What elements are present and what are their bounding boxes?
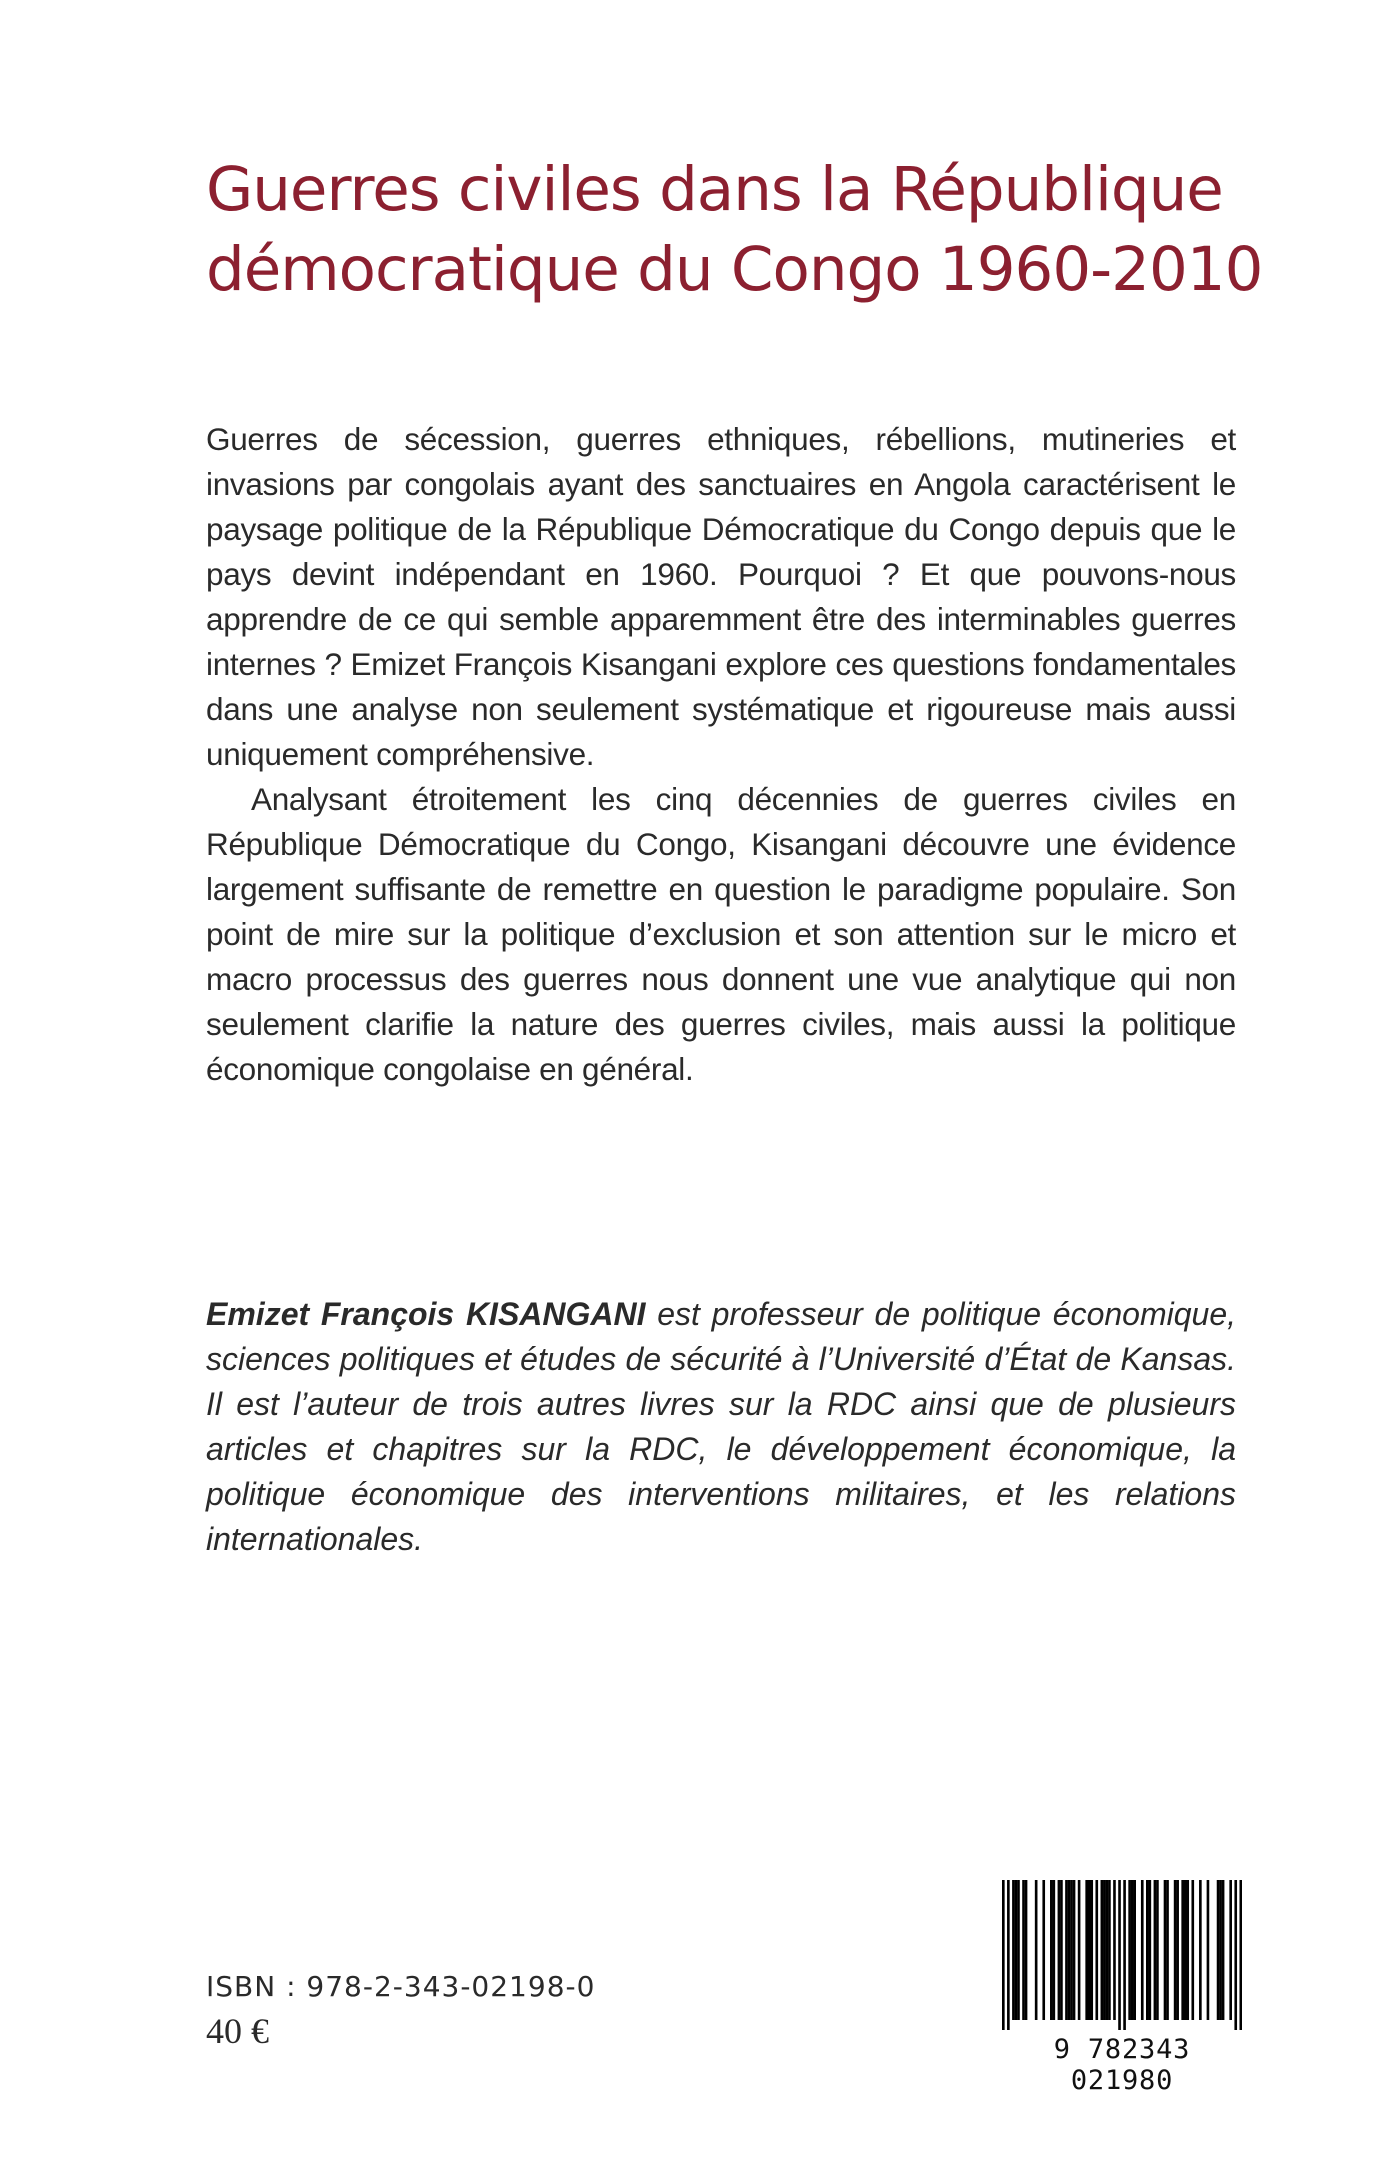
barcode-bar <box>1219 1880 1222 2020</box>
barcode-bar <box>1022 1880 1025 2020</box>
barcode-bar <box>1053 1880 1056 2020</box>
barcode-bar <box>1058 1880 1061 2020</box>
barcode-bars <box>1002 1880 1242 2030</box>
barcode-bar <box>1141 1880 1144 2020</box>
barcode-bar <box>1133 1880 1136 2020</box>
barcode-bar <box>1146 1880 1149 2020</box>
barcode-bar <box>1035 1880 1038 2020</box>
barcode-bar <box>1118 1880 1121 2030</box>
barcode-bar <box>1085 1880 1088 2020</box>
barcode-bar <box>1156 1880 1159 2020</box>
barcode-bar <box>1088 1880 1091 2020</box>
barcode-bar <box>1095 1880 1098 2020</box>
barcode-bar <box>1181 1880 1184 2020</box>
barcode-bar <box>1073 1880 1076 2020</box>
barcode-bar <box>1101 1880 1104 2020</box>
barcode-bar <box>1199 1880 1202 2020</box>
barcode-bar <box>1113 1880 1116 2020</box>
barcode-bar <box>1184 1880 1187 2020</box>
price-label: 40 € <box>206 2011 269 2051</box>
author-bio <box>206 1292 1236 1562</box>
book-summary <box>206 417 1236 1092</box>
summary-paragraph-2: Analysant étroitement les cinq décennies de guerres civiles en République Démocratique du Congo, Kisangani découvre une évidence largement suffisante de remettre en question le paradigme populaire. Son point de mire sur la politique d’exclusion et son attention sur le micro et macro processus des guerres nous donnent une vue analytique qui non seulement clarifie la nature des guerres civiles, mais aussi la politique économique congolaise en général. <box>206 781 1236 1087</box>
barcode-bar <box>1106 1880 1109 2020</box>
barcode-bar <box>1164 1880 1167 2020</box>
book-title-line-1: Guerres civiles dans la République <box>206 154 1223 225</box>
barcode-bar <box>1176 1880 1179 2020</box>
barcode-bar <box>1222 1880 1225 2020</box>
barcode-bar <box>1070 1880 1073 2020</box>
barcode-bar <box>1229 1880 1232 2020</box>
barcode-bar <box>1090 1880 1093 2020</box>
barcode-bar <box>1007 1880 1010 2030</box>
barcode-bar <box>1234 1880 1237 2030</box>
barcode-bar <box>1191 1880 1194 2020</box>
barcode-bar <box>1108 1880 1111 2020</box>
book-title-line-2: démocratique du Congo 1960-2010 <box>206 234 1263 305</box>
barcode-bar <box>1166 1880 1169 2020</box>
barcode-bar <box>1002 1880 1005 2030</box>
barcode-bar <box>1128 1880 1131 2020</box>
barcode-bar <box>1078 1880 1081 2020</box>
barcode-bar <box>1012 1880 1015 2020</box>
barcode-bar <box>1131 1880 1134 2020</box>
barcode-bar <box>1217 1880 1220 2020</box>
summary-paragraph-1: Guerres de sécession, guerres ethniques, rébellions, mutineries et invasions par congolais ayant des sanctuaires en Angola caractérisent le paysage politique de la République Démocratique du Congo depuis que le pays devint indépendant en 1960. Pourquoi ? Et que pouvons-nous apprendre de ce qui semble apparemment être des interminables guerres internes ? Emizet François Kisangani explore ces questions fondamentales dans une analyse non seulement systématique et rigoureuse mais aussi uniquement compréhensive. <box>206 421 1236 772</box>
barcode-bar <box>1149 1880 1152 2020</box>
barcode-bar <box>1239 1880 1242 2030</box>
barcode-bar <box>1065 1880 1068 2020</box>
barcode-bar <box>1017 1880 1020 2020</box>
barcode-bar <box>1186 1880 1189 2020</box>
barcode-bar <box>1174 1880 1177 2020</box>
barcode-bar <box>1207 1880 1210 2020</box>
barcode-bar <box>1154 1880 1157 2020</box>
book-title <box>206 150 1306 310</box>
barcode-digits: 9 782343 021980 <box>1053 2034 1191 2096</box>
barcode-bar <box>1025 1880 1028 2020</box>
barcode-bar <box>1015 1880 1018 2020</box>
isbn-number: ISBN : 978-2-343-02198-0 <box>206 1970 596 2003</box>
barcode-bar <box>1060 1880 1063 2020</box>
barcode-bar <box>1123 1880 1126 2030</box>
barcode-bar <box>1103 1880 1106 2020</box>
barcode-bar <box>1068 1880 1071 2020</box>
barcode-bar <box>1042 1880 1045 2020</box>
author-name: Emizet François KISANGANI <box>206 1296 646 1332</box>
barcode-bar <box>1050 1880 1053 2020</box>
author-bio-text: est professeur de politique économique, sciences politiques et études de sécurité à l’Université d’État de Kansas. Il est l’auteur de trois autres livres sur la RDC ainsi que de plusieurs articles et chapitres sur la RDC, le développement économique, la politique économique des interventions militaires, et les relations internationales. <box>206 1296 1237 1557</box>
